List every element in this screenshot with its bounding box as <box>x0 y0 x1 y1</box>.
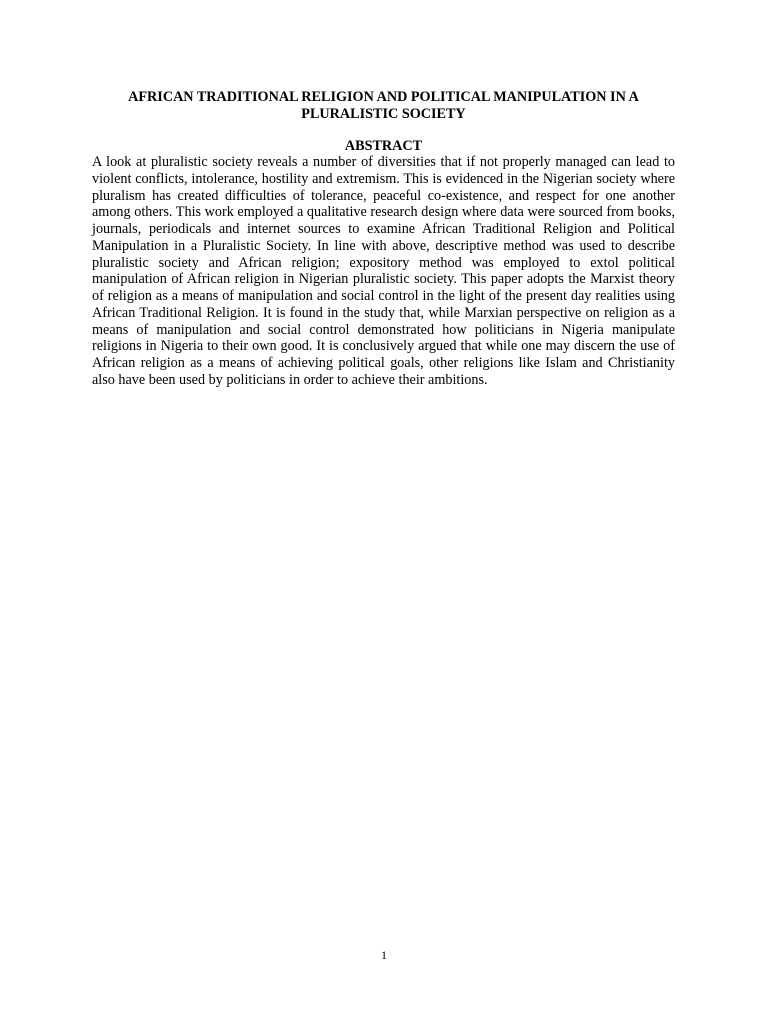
abstract-heading: ABSTRACT <box>344 138 423 154</box>
document-title: AFRICAN TRADITIONAL RELIGION AND POLITICAL MANIPULATION IN A PLURALISTIC SOCIETY <box>128 89 639 122</box>
abstract-body: A look at pluralistic society reveals a number of diversities that if not properly managed can lead to violent conflicts, intolerance, hostility and extremism. This is evidenced in the Nigerian society where pluralism has created difficulties of tolerance, peaceful co-existence, and respect for one another among others. This work employed a qualitative research design where data were sourced from books, journals, periodicals and internet sources to examine African Traditional Religion and Political Manipulation in a Pluralistic Society. In line with above, descriptive method was used to describe pluralistic society and African religion; expository method was employed to extol political manipulation of African religion in Nigerian pluralistic society. This paper adopts the Marxist theory of religion as a means of manipulation and social control in the light of the present day realities using African Traditional Religion. It is found in the study that, while Marxian perspective on religion as a means of manipulation and social control demonstrated how politicians in Nigeria manipulate religions in Nigeria to their own good. It is conclusively argued that while one may discern the use of African religion as a means of achieving political goals, other religions like Islam and Christianity also have been used by politicians in order to achieve their ambitions. <box>92 154 675 388</box>
page-number: 1 <box>381 948 387 962</box>
